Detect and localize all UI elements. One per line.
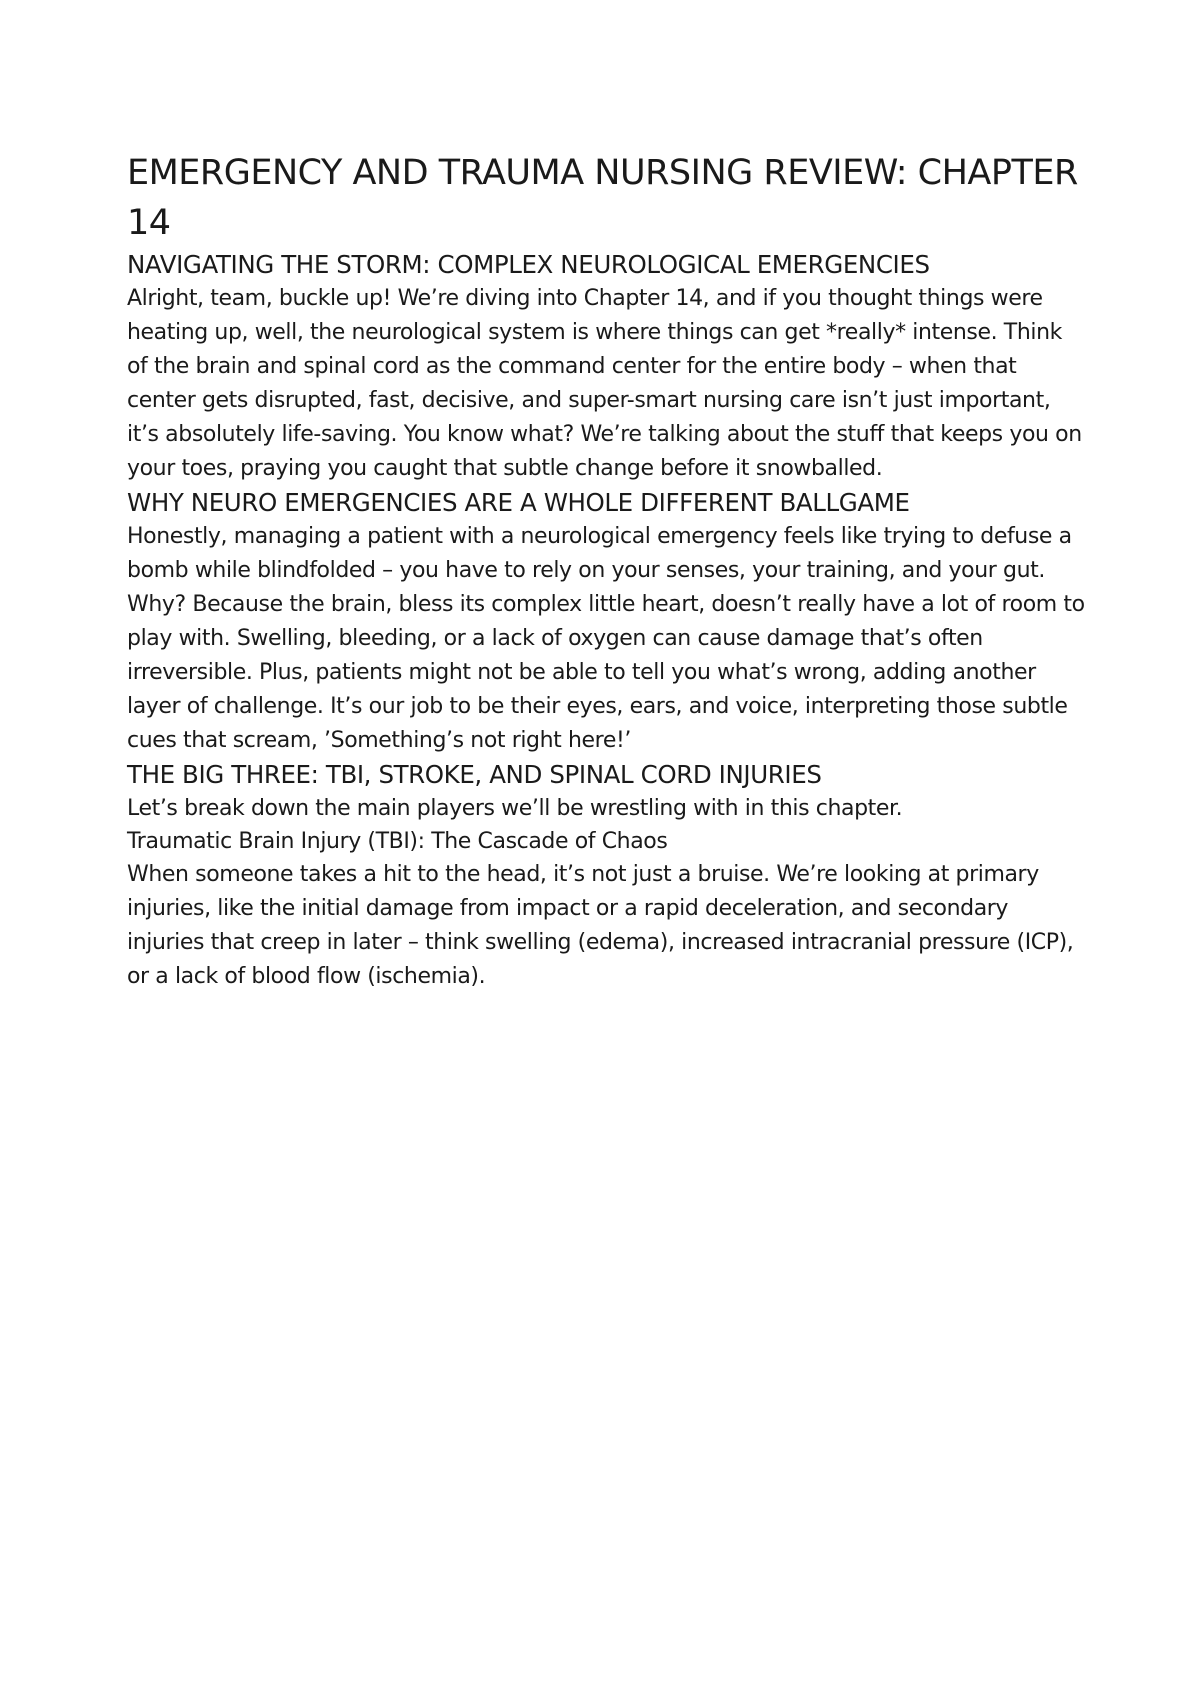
section-heading-navigating-the-storm: NAVIGATING THE STORM: COMPLEX NEUROLOGICAL EMERGENCIES xyxy=(127,250,930,279)
section-heading-why-neuro-emergencies: WHY NEURO EMERGENCIES ARE A WHOLE DIFFERENT BALLGAME xyxy=(127,488,910,517)
subsection-paragraph-tbi: When someone takes a hit to the head, it’s not just a bruise. We’re looking at primary injuries, like the initial damage from impact or a rapid deceleration, and secondary injuries that creep in later – think swelling (edema), increased intracranial pressure (ICP), or a lack of blood flow (ischemia). xyxy=(127,862,1074,989)
subsection-heading-tbi: Traumatic Brain Injury (TBI): The Cascade of Chaos xyxy=(127,829,668,854)
section-paragraph-navigating-the-storm: Alright, team, buckle up! We’re diving into Chapter 14, and if you thought things were heating up, well, the neurological system is where things can get *really* intense. Think of the brain and spinal cord as the command center for the entire body – when that center gets disrupted, fast, decisive, and super-smart nursing care isn’t just important, it’s absolutely life-saving. You know what? We’re talking about the stuff that keeps you on your toes, praying you caught that subtle change before it snowballed. xyxy=(127,286,1082,481)
section-paragraph-big-three: Let’s break down the main players we’ll be wrestling with in this chapter. xyxy=(127,796,903,821)
document-title: EMERGENCY AND TRAUMA NURSING REVIEW: CHAPTER 14 xyxy=(127,153,1078,243)
section-heading-big-three: THE BIG THREE: TBI, STROKE, AND SPINAL CORD INJURIES xyxy=(127,760,822,789)
section-paragraph-why-neuro-emergencies: Honestly, managing a patient with a neurological emergency feels like trying to defuse a bomb while blindfolded – you have to rely on your senses, your training, and your gut. Why? Because the brain, bless its complex little heart, doesn’t really have a lot of room to play with. Swelling, bleeding, or a lack of oxygen can cause damage that’s often irreversible. Plus, patients might not be able to tell you what’s wrong, adding another layer of challenge. It’s our job to be their eyes, ears, and voice, interpreting those subtle cues that scream, ’Something’s not right here!’ xyxy=(127,524,1085,753)
